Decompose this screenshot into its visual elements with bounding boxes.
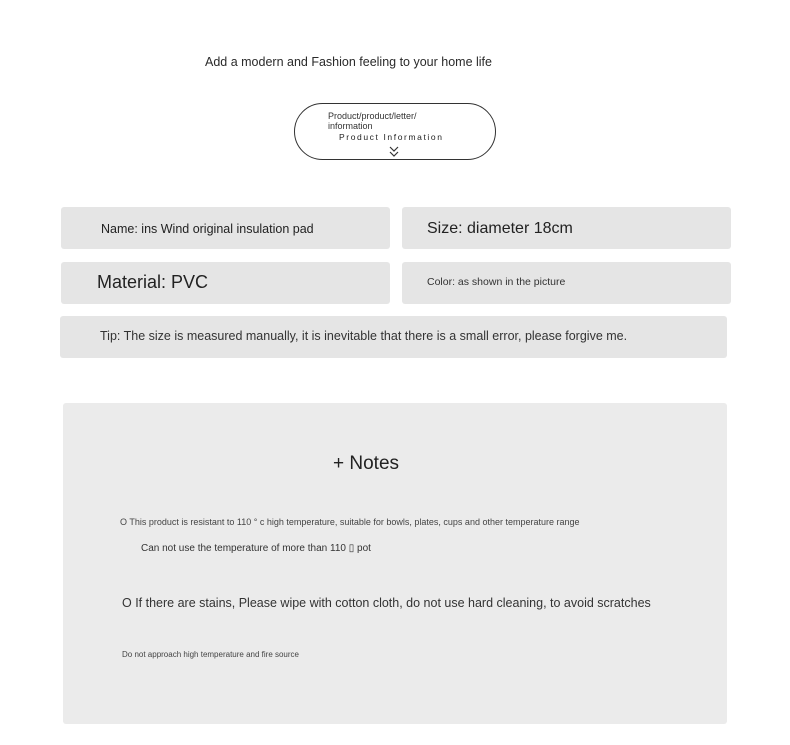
spec-tip: Tip: The size is measured manually, it is inevitable that there is a small error, please forgive me. [100, 329, 628, 343]
spec-card-color [402, 262, 731, 304]
spec-card-name [61, 207, 390, 249]
spec-card-tip [60, 316, 727, 358]
spec-size: Size: diameter 18cm [427, 220, 573, 237]
note-item: Do not approach high temperature and fire source [122, 650, 299, 659]
notes-title: + Notes [333, 453, 400, 474]
spec-material: Material: PVC [97, 272, 209, 292]
tagline: Add a modern and Fashion feeling to your home life [205, 55, 492, 69]
product-information-badge [294, 103, 496, 160]
badge-title: Product Information [339, 132, 444, 142]
double-chevron-down-icon [387, 145, 401, 159]
note-item: Can not use the temperature of more than 110 ▯ pot [141, 543, 371, 554]
spec-card-size [402, 207, 731, 249]
spec-name: Name: ins Wind original insulation pad [101, 222, 314, 236]
note-item: O This product is resistant to 110 ° c high temperature, suitable for bowls, plates, cups and other temperature range [120, 517, 580, 527]
note-item: O If there are stains, Please wipe with cotton cloth, do not use hard cleaning, to avoid scratches [122, 596, 651, 610]
spec-color: Color: as shown in the picture [427, 276, 566, 288]
badge-subtitle: Product/product/letter/ information [328, 111, 417, 131]
notes-panel [63, 403, 727, 724]
spec-card-material [61, 262, 390, 304]
